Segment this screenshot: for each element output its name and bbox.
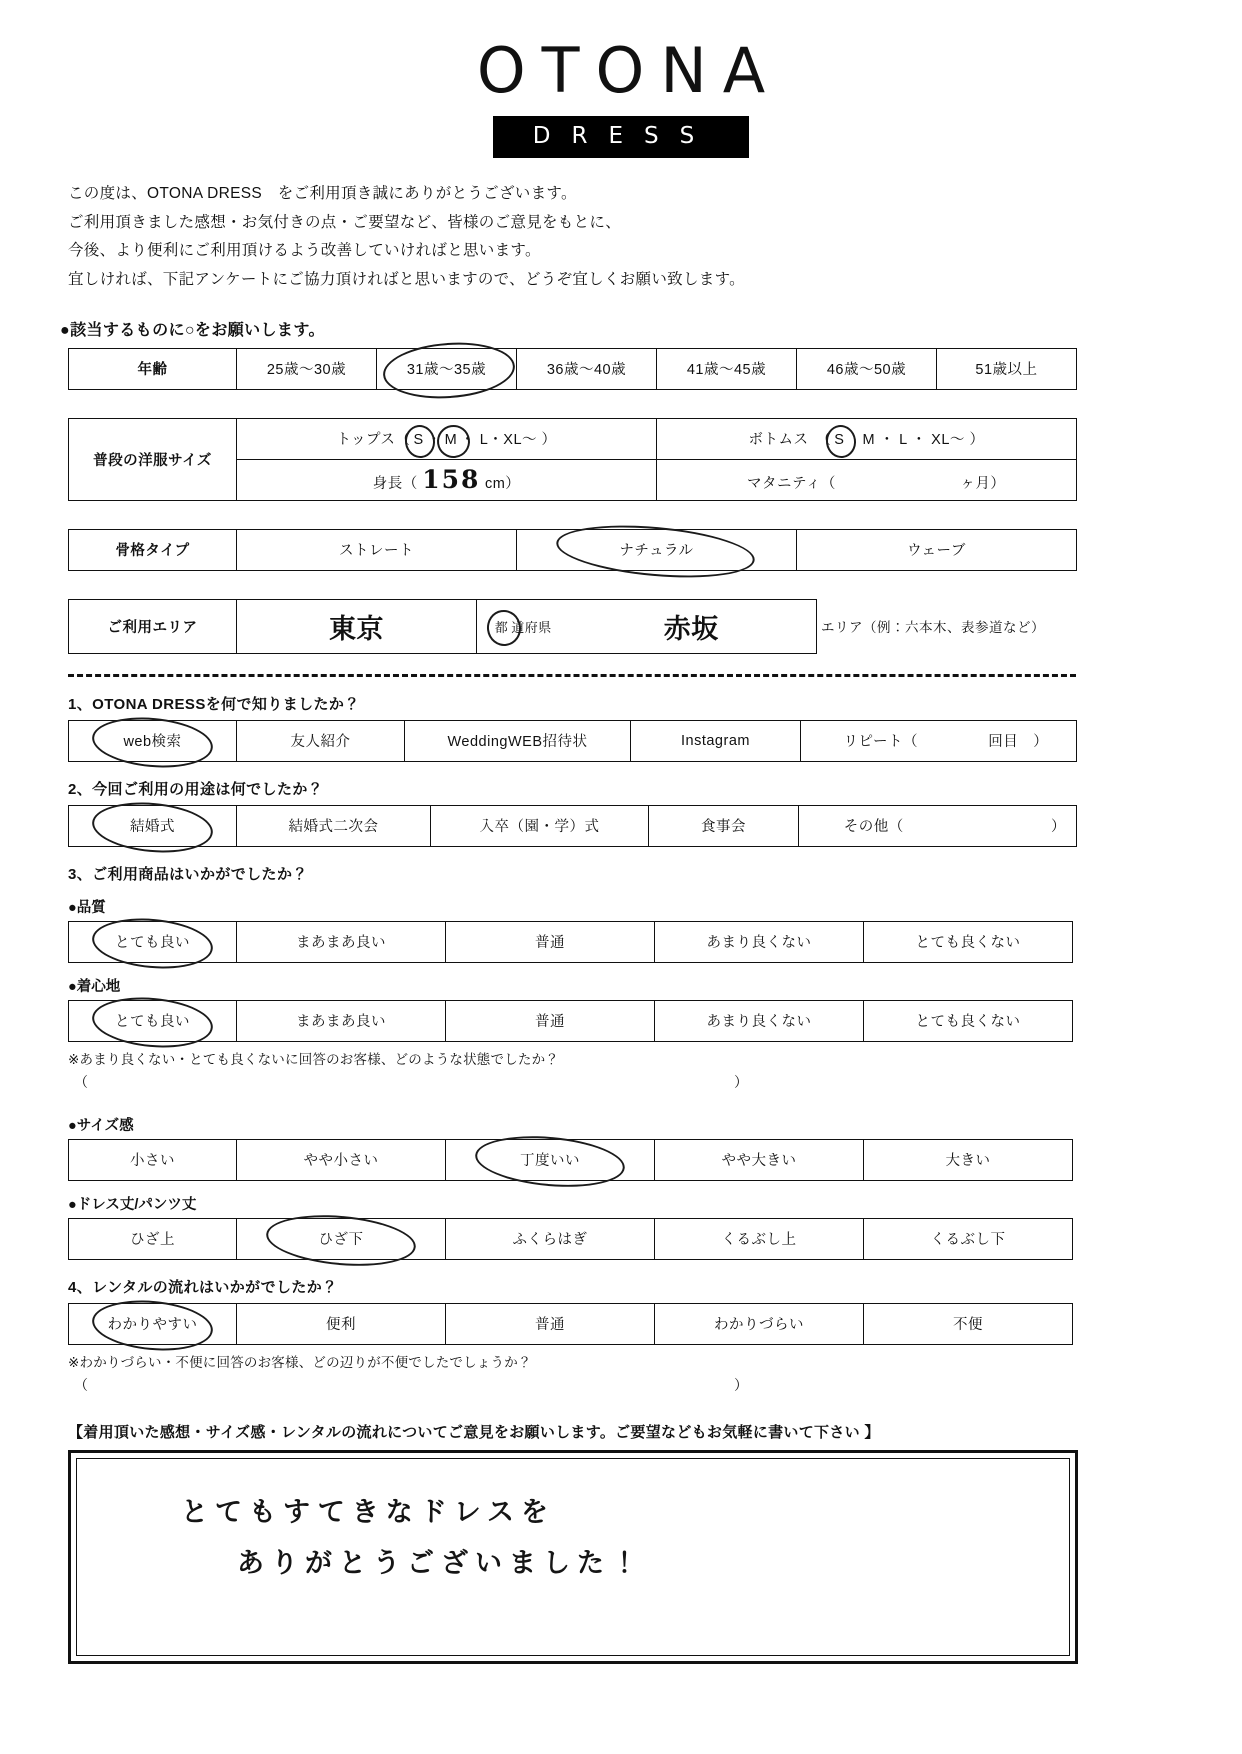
q2-option-ceremony[interactable]: 入卒（園・学）式 [431, 805, 649, 846]
q3-comfort-normal[interactable]: 普通 [446, 1000, 655, 1041]
q3-fit-slightly-small[interactable]: やや小さい [237, 1139, 446, 1180]
age-row-label: 年齢 [69, 348, 237, 389]
bottoms-rest: M ・ L ・ XL〜 ） [847, 432, 985, 449]
tops-size-s[interactable]: S [410, 432, 426, 448]
logo-otona-text: OTONA [476, 34, 782, 107]
clothing-size-table [68, 418, 1077, 501]
maternity-cell[interactable] [657, 459, 1077, 500]
bone-option-natural[interactable]: ナチュラル [517, 529, 797, 570]
q3-comfort-open-paren: （ [74, 1073, 88, 1090]
area-value-handwritten[interactable]: 赤坂 [567, 599, 817, 653]
q3-quality-not-good[interactable]: あまり良くない [655, 921, 864, 962]
q4-option-hard[interactable]: わかりづらい [655, 1303, 864, 1344]
intro-line-4: 宜しければ、下記アンケートにご協力頂ければと思いますので、どうぞ宜しくお願い致します。 [68, 271, 745, 289]
area-row-label: ご利用エリア [69, 599, 237, 653]
q3-quality-very-bad[interactable]: とても良くない [864, 921, 1073, 962]
tops-size-cell[interactable] [237, 418, 657, 459]
q1-option-wedding-web[interactable]: WeddingWEB招待状 [405, 720, 631, 761]
maternity-label: マタニティ（ [747, 476, 836, 493]
age-table [68, 348, 1077, 390]
q1-repeat-count-suffix[interactable]: 回目 ） [961, 720, 1077, 761]
comment-line-2: ありがとうございました！ [237, 1547, 645, 1579]
q3-quality-very-good[interactable]: とても良い [69, 921, 237, 962]
q4-option-normal[interactable]: 普通 [446, 1303, 655, 1344]
q3-title: 3、ご利用商品はいかがでしたか？ [68, 865, 308, 883]
q3-length-above-ankle[interactable]: くるぶし上 [655, 1218, 864, 1259]
q2-option-other[interactable]: その他（ [799, 805, 949, 846]
table-row [69, 805, 1077, 846]
height-label: 身長（ [372, 476, 418, 493]
q4-option-easy[interactable]: わかりやすい [69, 1303, 237, 1344]
q2-option-after-party[interactable]: 結婚式二次会 [237, 805, 431, 846]
age-option-46-50[interactable]: 46歳〜50歳 [797, 348, 937, 389]
age-option-51-plus[interactable]: 51歳以上 [937, 348, 1077, 389]
q3-length-calf[interactable]: ふくらはぎ [446, 1218, 655, 1259]
q3-fit-just-right[interactable]: 丁度いい [446, 1139, 655, 1180]
q2-table [68, 805, 1077, 847]
logo-dress-banner: DRESS [493, 116, 749, 158]
table-row [69, 720, 1077, 761]
q3-comfort-table [68, 1000, 1073, 1042]
q3-comfort-label: ●着心地 [68, 978, 121, 995]
q3-fit-small[interactable]: 小さい [69, 1139, 237, 1180]
table-row [69, 418, 1077, 459]
q3-fit-label: ●サイズ感 [68, 1117, 134, 1134]
q3-comfort-not-good[interactable]: あまり良くない [655, 1000, 864, 1041]
prefecture-suffix-rest: 道府県 [511, 619, 552, 635]
q3-fit-table [68, 1139, 1073, 1181]
prefecture-suffix-to-selected[interactable]: 都 [492, 617, 512, 636]
clothing-size-row-label: 普段の洋服サイズ [69, 418, 237, 500]
q4-table [68, 1303, 1073, 1345]
q3-comfort-close-paren: ） [734, 1073, 748, 1090]
instruction-circle-applicable: ●該当するものに○をお願いします。 [60, 321, 325, 339]
q1-table [68, 720, 1077, 762]
tops-size-m-selected[interactable]: M [442, 432, 461, 448]
bottoms-size-cell[interactable] [657, 418, 1077, 459]
q3-comfort-note: ※あまり良くない・とても良くないに回答のお客様、どのような状態でしたか？ [68, 1051, 560, 1067]
q3-length-below-knee[interactable]: ひざ下 [237, 1218, 446, 1259]
bone-option-wave[interactable]: ウェーブ [797, 529, 1077, 570]
height-cell[interactable] [237, 459, 657, 500]
q4-close-paren: ） [734, 1376, 748, 1393]
tops-prefix: トップス（ [336, 432, 411, 449]
bone-option-straight[interactable]: ストレート [237, 529, 517, 570]
prefecture-suffix-cell[interactable] [477, 599, 567, 653]
prefecture-value-handwritten[interactable]: 東京 [237, 599, 477, 653]
table-row [69, 921, 1073, 962]
q2-option-wedding[interactable]: 結婚式 [69, 805, 237, 846]
q2-title: 2、今回ご利用の用途は何でしたか？ [68, 780, 324, 798]
q3-comfort-answer-field[interactable] [74, 1072, 1084, 1092]
q3-quality-table [68, 921, 1073, 963]
q4-option-convenient[interactable]: 便利 [237, 1303, 446, 1344]
q3-length-label: ●ドレス丈/パンツ丈 [68, 1196, 197, 1213]
intro-paragraph [68, 180, 1242, 295]
q3-length-above-knee[interactable]: ひざ上 [69, 1218, 237, 1259]
intro-line-3: 今後、より便利にご利用頂けるよう改善していければと思います。 [68, 242, 541, 260]
q4-open-paren: （ [74, 1376, 88, 1393]
comment-box[interactable] [68, 1450, 1078, 1664]
intro-line-2: ご利用頂きました感想・お気付きの点・ご要望など、皆様のご意見をもとに、 [68, 213, 622, 231]
table-row [69, 348, 1077, 389]
age-option-36-40[interactable]: 36歳〜40歳 [517, 348, 657, 389]
age-option-25-30[interactable]: 25歳〜30歳 [237, 348, 377, 389]
q3-comfort-very-good[interactable]: とても良い [69, 1000, 237, 1041]
area-hint: エリア（例：六本木、表参道など） [821, 620, 1045, 636]
bone-type-row-label: 骨格タイプ [69, 529, 237, 570]
comment-section-title: 【着用頂いた感想・サイズ感・レンタルの流れについてご意見をお願いします。ご要望などもお気軽に書いて下さい 】 [68, 1423, 880, 1441]
q3-quality-normal[interactable]: 普通 [446, 921, 655, 962]
section-divider [68, 674, 1076, 677]
comment-line-1: とてもすてきなドレスを [181, 1496, 555, 1528]
comment-handwritten-text [181, 1487, 645, 1590]
height-value-handwritten: 158 [422, 465, 481, 495]
q1-option-friend[interactable]: 友人紹介 [237, 720, 405, 761]
q4-option-inconvenient[interactable]: 不便 [864, 1303, 1073, 1344]
bone-type-table [68, 529, 1077, 571]
table-row [69, 599, 1077, 653]
age-option-31-35[interactable]: 31歳〜35歳 [377, 348, 517, 389]
bottoms-size-s-selected[interactable]: S [831, 432, 847, 448]
q3-quality-fairly-good[interactable]: まあまあ良い [237, 921, 446, 962]
table-row [69, 1218, 1073, 1259]
tops-sep: ・ [426, 432, 442, 449]
q1-option-repeat[interactable]: リピート（ [801, 720, 961, 761]
table-row [69, 1139, 1073, 1180]
q4-title: 4、レンタルの流れはいかがでしたか？ [68, 1278, 338, 1296]
q4-note: ※わかりづらい・不便に回答のお客様、どの辺りが不便でしたでしょうか？ [68, 1354, 532, 1370]
q3-comfort-fairly-good[interactable]: まあまあ良い [237, 1000, 446, 1041]
tops-rest: ・ L・XL〜 ） [460, 432, 557, 449]
q3-length-below-ankle[interactable]: くるぶし下 [864, 1218, 1073, 1259]
q3-fit-slightly-big[interactable]: やや大きい [655, 1139, 864, 1180]
q3-quality-label: ●品質 [68, 899, 106, 916]
q4-answer-field[interactable] [74, 1375, 1084, 1395]
maternity-unit: ヶ月） [960, 476, 1006, 493]
q3-comfort-very-bad[interactable]: とても良くない [864, 1000, 1073, 1041]
table-row [69, 529, 1077, 570]
q1-title: 1、OTONA DRESSを何で知りましたか？ [68, 695, 360, 713]
height-unit: cm） [484, 476, 521, 493]
intro-line-1: この度は、OTONA DRESS をご利用頂き誠にありがとうございます。 [68, 185, 577, 202]
table-row [69, 1303, 1073, 1344]
q3-length-table [68, 1218, 1073, 1260]
q1-option-web-search[interactable]: web検索 [69, 720, 237, 761]
table-row [69, 1000, 1073, 1041]
q2-option-meal[interactable]: 食事会 [649, 805, 799, 846]
bottoms-prefix: ボトムス （ [748, 432, 832, 449]
q3-fit-big[interactable]: 大きい [864, 1139, 1073, 1180]
brand-logo [0, 0, 1242, 158]
age-option-41-45[interactable]: 41歳〜45歳 [657, 348, 797, 389]
q2-other-close-paren[interactable]: ） [949, 805, 1077, 846]
area-table [68, 599, 1077, 654]
q1-option-instagram[interactable]: Instagram [631, 720, 801, 761]
